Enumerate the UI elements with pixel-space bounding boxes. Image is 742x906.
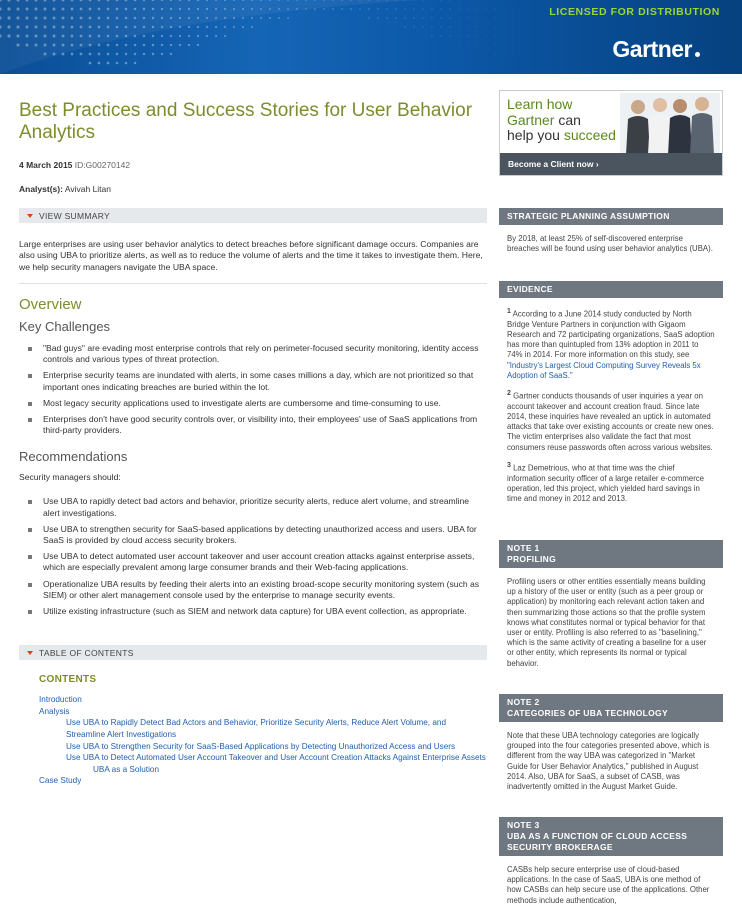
doc-id-label: ID: [75, 160, 86, 170]
note-2-text: Note that these UBA technology categories are logically grouped into the four categories presented above, which is different from the way UBA was categorized in "Market Guide for User Behavior Analytics," published in August 2014. Also, UBA for SaaS, a subset of CASB, was inadvertently omitted in the August Market Guide. [499, 731, 723, 792]
logo-dot [695, 52, 700, 57]
strategic-text: By 2018, at least 25% of self-discovered enterprise breaches will be found using user behavior analytics (UBA). [499, 234, 723, 254]
analyst-label: Analyst(s): [19, 184, 63, 194]
note-2-box [499, 694, 723, 792]
recommendations-intro: Security managers should: [19, 472, 487, 482]
evidence-text: Laz Demetrious, who at that time was the chief information security officer of a large retailer e-commerce operation, led this project, which yielded hard savings in time and money in 2012 and 2013. [507, 463, 704, 503]
strategic-heading: STRATEGIC PLANNING ASSUMPTION [499, 208, 723, 225]
note-2-heading [499, 694, 723, 722]
note-3-text: CASBs help secure enterprise use of cloud-based applications. In the case of SaaS, UBA is one method of how CASBs can help secure use of the applications. Other methods include authentication, [499, 865, 723, 906]
page-title: Best Practices and Success Stories for User Behavior Analytics [19, 100, 487, 144]
evidence-item [499, 389, 723, 453]
note-1-heading [499, 540, 723, 568]
logo-text: Gartner [612, 36, 692, 62]
toc-link-account-takeover[interactable]: Use UBA to Detect Automated User Account Takeover and User Account Creation Attacks Against Enterprise Assets [39, 752, 487, 764]
doc-date: 4 March 2015 [19, 160, 72, 170]
doc-id: G00270142 [86, 160, 130, 170]
list-item: Most legacy security applications used to investigate alerts are cumbersome and time-consuming to use. [19, 398, 487, 409]
evidence-number: 3 [507, 462, 511, 469]
business-people-image [620, 93, 720, 155]
ad-line-2b: can [554, 112, 580, 128]
note-3-box [499, 817, 723, 906]
evidence-text: Gartner conducts thousands of user inquiries a year on account takeover and account creation fraud. Since late 2014, these inquiries have revealed an uptick in automated attacks that take over existing accounts or create new ones. The victim enterprises also validate the fact that most consumers reuse passwords often across various websites. [507, 392, 714, 452]
evidence-list [499, 307, 723, 504]
main-content [19, 100, 487, 787]
licensed-label: LICENSED FOR DISTRIBUTION [549, 6, 720, 18]
ad-line-3a: help you [507, 127, 564, 143]
table-of-contents [19, 674, 487, 787]
note-2-title: CATEGORIES OF UBA TECHNOLOGY [507, 708, 715, 719]
list-item: Use UBA to detect automated user account takeover and user account creation attacks against enterprise assets, which are especially prevalent among large consumer brands and their Web-facing applications. [19, 551, 487, 573]
recommendations-heading: Recommendations [19, 449, 487, 464]
note-3-label: NOTE 3 [507, 820, 715, 831]
analyst-line [19, 184, 487, 194]
toc-label: TABLE OF CONTENTS [39, 648, 134, 658]
ad-headline [507, 97, 616, 144]
ad-line-2a: Gartner [507, 112, 554, 128]
gartner-logo[interactable] [612, 36, 692, 63]
toc-link-saas-security[interactable]: Use UBA to Strengthen Security for SaaS-Based Applications by Detecting Unauthorized Access and Users [39, 741, 487, 753]
note-3-title: UBA AS A FUNCTION OF CLOUD ACCESS SECURITY BROKERAGE [507, 831, 715, 853]
header-banner [0, 0, 742, 74]
caret-down-icon [27, 651, 33, 655]
note-2-label: NOTE 2 [507, 697, 715, 708]
ad-line-1: Learn how [507, 97, 616, 113]
caret-down-icon [27, 214, 33, 218]
summary-text: Large enterprises are using user behavior analytics to detect breaches before significant damage occurs. Companies are also using UBA to prioritize alerts, as well as to reduce the volume of alerts and the time it takes to investigate them. Here, we help security managers navigate the UBA space. [19, 239, 487, 273]
evidence-item [499, 461, 723, 504]
evidence-link[interactable]: "Industry's Largest Cloud Computing Survey Reveals 5x Adoption of SaaS." [507, 361, 701, 380]
become-client-button[interactable]: Become a Client now › [500, 153, 722, 175]
list-item: Use UBA to rapidly detect bad actors and behavior, prioritize security alerts, reduce alert volume, and streamline alert investigations. [19, 496, 487, 518]
key-challenges-list [19, 343, 487, 436]
toc-heading: CONTENTS [39, 674, 487, 685]
toc-link-analysis[interactable]: Analysis [39, 706, 487, 718]
note-3-heading [499, 817, 723, 856]
recommendations-list [19, 496, 487, 617]
list-item: Operationalize UBA results by feeding their alerts into an existing broad-scope security monitoring system (such as SIEM) or other alert management console used by the enterprise to manage security events. [19, 579, 487, 601]
table-of-contents-toggle[interactable] [19, 645, 487, 660]
list-item: Enterprise security teams are inundated with alerts, in some cases millions a day, which are not prioritized so that important ones indicating breaches are buried within the lot. [19, 370, 487, 392]
list-item: Utilize existing infrastructure (such as SIEM and network data capture) for UBA event collection, as appropriate. [19, 606, 487, 617]
toc-link-uba-solution[interactable]: UBA as a Solution [39, 764, 487, 776]
ad-line-3b: succeed [564, 127, 616, 143]
toc-link-introduction[interactable]: Introduction [39, 694, 487, 706]
list-item: Enterprises don't have good security controls over, or visibility into, their employees' use of SaaS applications from third-party providers. [19, 414, 487, 436]
evidence-box [499, 281, 723, 512]
evidence-number: 2 [507, 390, 511, 397]
evidence-text: According to a June 2014 study conducted by North Bridge Venture Partners in conjunction with Gigaom Research and 72 participating organizations, SaaS adoption has more than quintupled from 13% adoption in 2011 to 74% in 2014. For more information on this study, see [507, 310, 715, 360]
overview-heading: Overview [19, 296, 487, 313]
toc-link-case-study[interactable]: Case Study [39, 775, 487, 787]
doc-meta [19, 160, 487, 170]
strategic-planning-box [499, 208, 723, 254]
become-client-ad[interactable] [499, 90, 723, 176]
note-1-text: Profiling users or other entities essentially means building up a history of the user or entity (such as a peer group or application) by monitoring each relevant action taken and then summarizing those actions so that the profile system knows what constitutes normal or typical behavior for that user or entity. Profiling is also referred to as "baselining," which is the same activity of creating a baseline for a user or other entity, which represents its normal or typical behavior. [499, 577, 723, 669]
key-challenges-heading: Key Challenges [19, 319, 487, 334]
note-1-box [499, 540, 723, 669]
analyst-name[interactable]: Avivah Litan [65, 184, 111, 194]
view-summary-toggle[interactable] [19, 208, 487, 223]
divider [19, 283, 487, 284]
evidence-heading: EVIDENCE [499, 281, 723, 298]
note-1-label: NOTE 1 [507, 543, 715, 554]
list-item: Use UBA to strengthen security for SaaS-based applications by detecting unauthorized access and users. UBA for SaaS is provided by cloud access security brokers. [19, 524, 487, 546]
note-1-title: PROFILING [507, 554, 715, 565]
list-item: "Bad guys" are evading most enterprise controls that rely on perimeter-focused security monitoring, identity access controls and various types of threat protection. [19, 343, 487, 365]
evidence-number: 1 [507, 308, 511, 315]
evidence-item [499, 307, 723, 381]
view-summary-label: VIEW SUMMARY [39, 211, 110, 221]
toc-link-detect-bad-actors[interactable]: Use UBA to Rapidly Detect Bad Actors and Behavior, Prioritize Security Alerts, Reduce Alert Volume, and Streamline Alert Investigations [39, 717, 487, 740]
